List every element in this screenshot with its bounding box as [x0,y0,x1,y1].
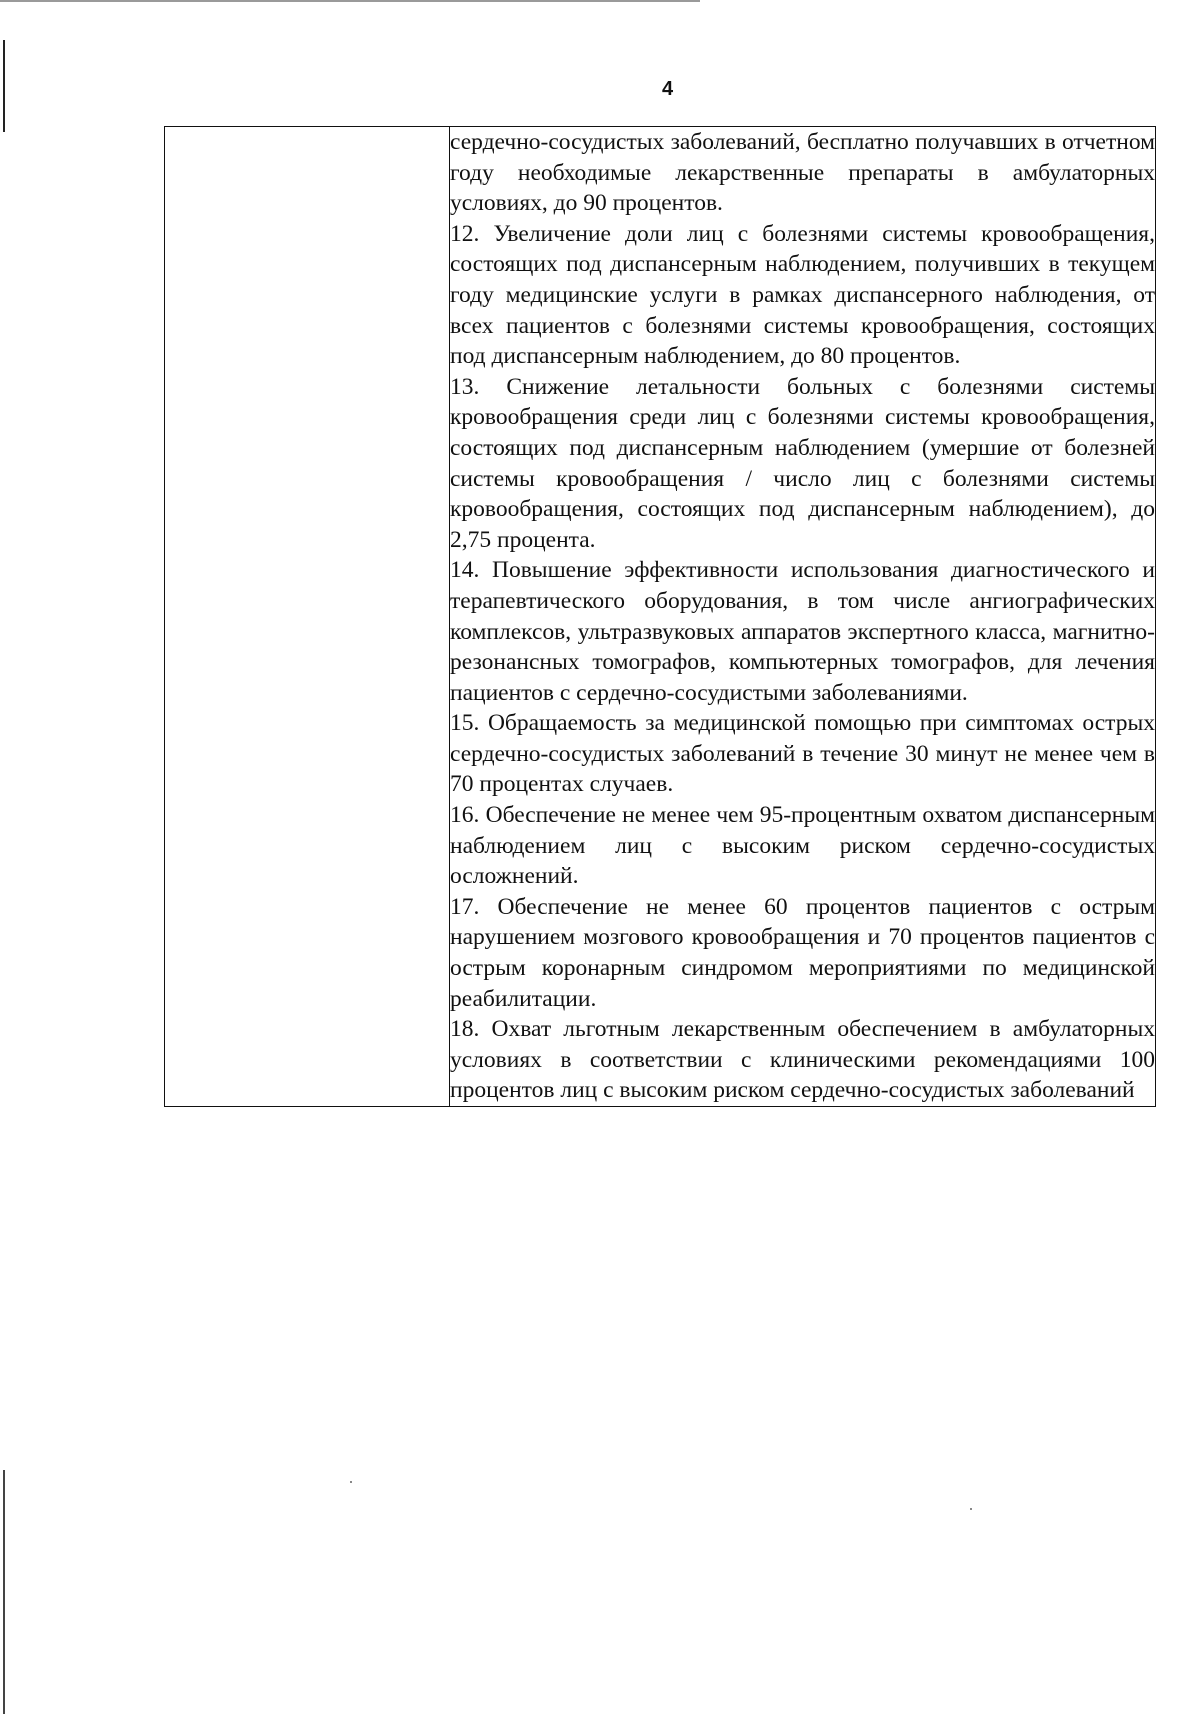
list-item: 14. Повышение эффективности использования диагностического и терапевтического оборудования, в том числе ангиографических комплексов, ультразвуковых аппаратов экспертного класса, магнитно-резонансных томографов, компьютерных томографов, для лечения пациентов с сердечно-сосудистыми заболеваниями. [450,557,1155,706]
list-item: 12. Увеличение доли лиц с болезнями системы кровообращения, состоящих под диспансерным наблюдением, получивших в текущем году медицинские услуги в рамках диспансерного наблюдения, от всех пациентов с болезнями системы кровообращения, состоящих под диспансерным наблюдением, до 80 процентов. [450,220,1155,370]
list-item: 13. Снижение летальности больных с болезнями системы кровообращения среди лиц с болезнями системы кровообращения, состоящих под диспансерным наблюдением (умершие от болезней системы кровообращения / число лиц с болезнями системы кровообращения, состоящих под диспансерным наблюдением), до 2,75 процента. [450,373,1155,553]
scan-left-edge-mark [3,1470,5,1714]
list-item: 15. Обращаемость за медицинской помощью при симптомах острых сердечно-сосудистых заболеваний в течение 30 минут не менее чем в 70 процентах случаев. [450,710,1155,798]
list-item: сердечно-сосудистых заболеваний, бесплатно получавших в отчетном году необходимые лекарственные препараты в амбулаторных условиях, до 90 процентов. [450,129,1155,217]
scan-top-edge-line [0,0,700,2]
list-item: 18. Охват льготным лекарственным обеспечением в амбулаторных условиях в соответствии с клиническими рекомендациями 100 процентов лиц с высоким риском сердечно-сосудистых заболеваний [450,1016,1155,1104]
list-item: 16. Обеспечение не менее чем 95-процентным охватом диспансерным наблюдением лиц с высоким риском сердечно-сосудистых осложнений. [450,802,1155,890]
indicators-cell [450,127,1156,1107]
page-number: 4 [661,78,674,100]
table-row [165,127,1156,1107]
empty-left-cell [165,127,450,1107]
list-item: 17. Обеспечение не менее 60 процентов пациентов с острым нарушением мозгового кровообращения и 70 процентов пациентов с острым коронарным синдромом мероприятиями по медицинской реабилитации. [450,893,1155,1012]
scan-speck [970,1508,972,1510]
scan-speck [350,1481,352,1483]
document-table [164,126,1156,1107]
